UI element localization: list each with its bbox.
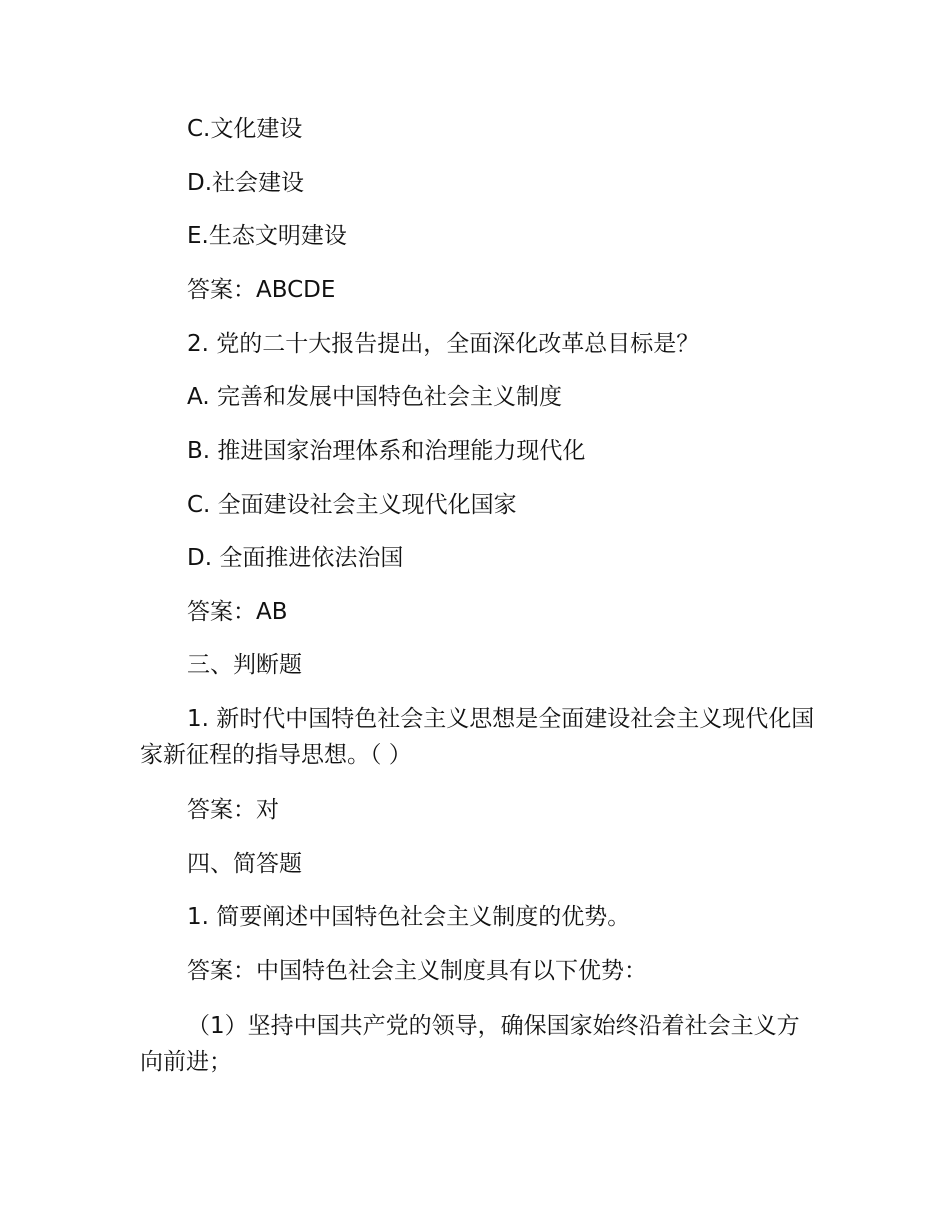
option-c-culture: C.文化建设 (187, 116, 303, 142)
option-e-ecology: E.生态文明建设 (187, 223, 347, 249)
answer-q2: 答案：AB (187, 599, 288, 625)
answer-judgment-1: 答案：对 (187, 797, 279, 823)
q2-option-b: B. 推进国家治理体系和治理能力现代化 (187, 438, 586, 464)
section-heading-short-answer: 四、简答题 (187, 851, 302, 877)
answer-q1: 答案：ABCDE (187, 277, 336, 303)
short-answer-answer-intro: 答案：中国特色社会主义制度具有以下优势： (187, 958, 647, 984)
short-answer-question-1: 1. 简要阐述中国特色社会主义制度的优势。 (187, 904, 631, 930)
q2-option-d: D. 全面推进依法治国 (187, 545, 404, 571)
judgment-question-1: 1. 新时代中国特色社会主义思想是全面建设社会主义现代化国家新征程的指导思想。（ ） (140, 706, 815, 768)
section-heading-judgment: 三、判断题 (187, 652, 302, 678)
short-answer-point-1: （1）坚持中国共产党的领导，确保国家始终沿着社会主义方向前进； (140, 1013, 800, 1075)
q2-option-a: A. 完善和发展中国特色社会主义制度 (187, 384, 562, 410)
q2-option-c: C. 全面建设社会主义现代化国家 (187, 492, 517, 518)
option-d-society: D.社会建设 (187, 170, 305, 196)
question-2: 2. 党的二十大报告提出，全面深化改革总目标是？ (187, 331, 700, 357)
